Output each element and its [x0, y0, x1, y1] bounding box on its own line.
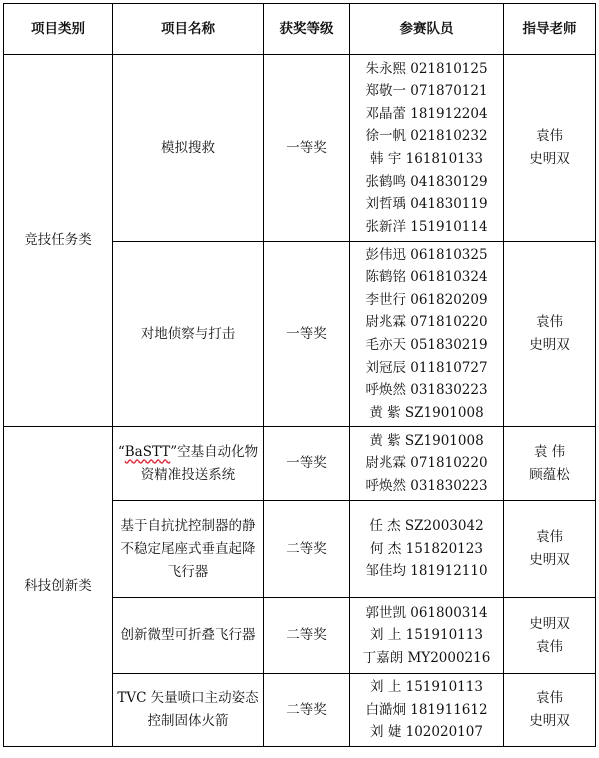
advisor: 袁 伟: [533, 443, 566, 460]
member: 韩 宇 161810133: [370, 151, 483, 167]
quote-open: “: [117, 443, 125, 460]
member: 何 杰 151820123: [370, 540, 483, 557]
team-members: [350, 427, 504, 501]
header-award: 获奖等级: [264, 4, 350, 55]
advisors: [504, 242, 596, 427]
team-members: [350, 501, 504, 598]
project-name: 基于自抗扰控制器的静不稳定尾座式垂直起降飞行器: [113, 501, 264, 598]
member: 张鹤鸣 041830129: [365, 173, 488, 190]
member: 刘 上 151910113: [370, 679, 483, 696]
member: 刘哲瑀 041830119: [365, 196, 488, 213]
advisor: 袁伟: [536, 690, 563, 707]
member: 呼焕然 031830223: [365, 477, 488, 494]
advisors: [504, 55, 596, 242]
member: 黄 紫 SZ1901008: [369, 432, 484, 449]
member: 李世行 061820209: [365, 291, 488, 308]
award-level: 一等奖: [264, 55, 350, 242]
team-members: [350, 55, 504, 242]
header-name: 项目名称: [113, 4, 264, 55]
member: 陈鹤铭 061810324: [365, 269, 488, 286]
advisor: 袁伟: [536, 529, 563, 546]
member: 尉兆霖 071810220: [365, 314, 488, 331]
member: 毛亦天 051830219: [365, 337, 488, 353]
header-team: 参赛队员: [350, 4, 504, 55]
header-row: [4, 4, 596, 55]
member: 丁嘉朗 MY2000216: [362, 649, 491, 666]
award-level: 一等奖: [264, 427, 350, 501]
member: 郭世凯 061800314: [365, 604, 488, 621]
project-name: 对地侦察与打击: [113, 242, 264, 427]
project-name-rest: ”空基自动化物资精准投送系统: [140, 443, 259, 483]
advisor: 史明双: [529, 713, 570, 729]
award-level: 一等奖: [264, 242, 350, 427]
category-cell: 科技创新类: [4, 427, 113, 747]
member: 刘 婕 102020107: [370, 724, 483, 741]
advisor: 史明双: [529, 151, 570, 167]
member: 张新洋 151910114: [365, 218, 488, 235]
award-level: 二等奖: [264, 501, 350, 598]
team-members: [350, 242, 504, 427]
table-row: [4, 427, 596, 501]
advisors: [504, 427, 596, 501]
advisor: 袁伟: [536, 638, 563, 655]
member: 黄 紫 SZ1901008: [369, 404, 484, 421]
member: 邹佳均 181912110: [365, 563, 488, 580]
member: 白澔炯 181911612: [365, 701, 488, 718]
project-name: [113, 427, 264, 501]
member: 邓晶蕾 181912204: [365, 105, 488, 122]
advisor: 顾蕴松: [529, 466, 570, 483]
team-members: [350, 674, 504, 747]
member: 任 杰 SZ2003042: [369, 518, 484, 535]
advisor: 史明双: [529, 552, 570, 568]
advisor: 袁伟: [536, 314, 563, 331]
advisor: 袁伟: [536, 128, 563, 145]
header-advisor: 指导老师: [504, 4, 596, 55]
table-row: [4, 55, 596, 242]
project-name: TVC 矢量喷口主动姿态控制固体火箭: [113, 674, 264, 747]
project-name: 模拟搜救: [113, 55, 264, 242]
advisors: [504, 501, 596, 598]
member: 呼焕然 031830223: [365, 382, 488, 399]
category-cell: 竞技任务类: [4, 55, 113, 427]
advisor: 史明双: [529, 615, 570, 632]
member: 尉兆霖 071810220: [365, 455, 488, 472]
project-name: 创新微型可折叠飞行器: [113, 598, 264, 674]
member: 刘 上 151910113: [370, 627, 483, 644]
header-category: 项目类别: [4, 4, 113, 55]
team-members: [350, 598, 504, 674]
advisors: [504, 598, 596, 674]
project-name-highlight: BaSTT: [124, 443, 171, 460]
member: 徐一帆 021810232: [365, 128, 488, 145]
advisors: [504, 674, 596, 747]
advisor: 史明双: [529, 337, 570, 353]
member: 刘冠辰 011810727: [365, 359, 488, 376]
member: 彭伟迅 061810325: [365, 246, 488, 263]
member: 郑敬一 071870121: [365, 83, 488, 100]
award-level: 二等奖: [264, 674, 350, 747]
awards-table: [3, 3, 596, 747]
member: 朱永熙 021810125: [365, 60, 488, 77]
award-level: 二等奖: [264, 598, 350, 674]
